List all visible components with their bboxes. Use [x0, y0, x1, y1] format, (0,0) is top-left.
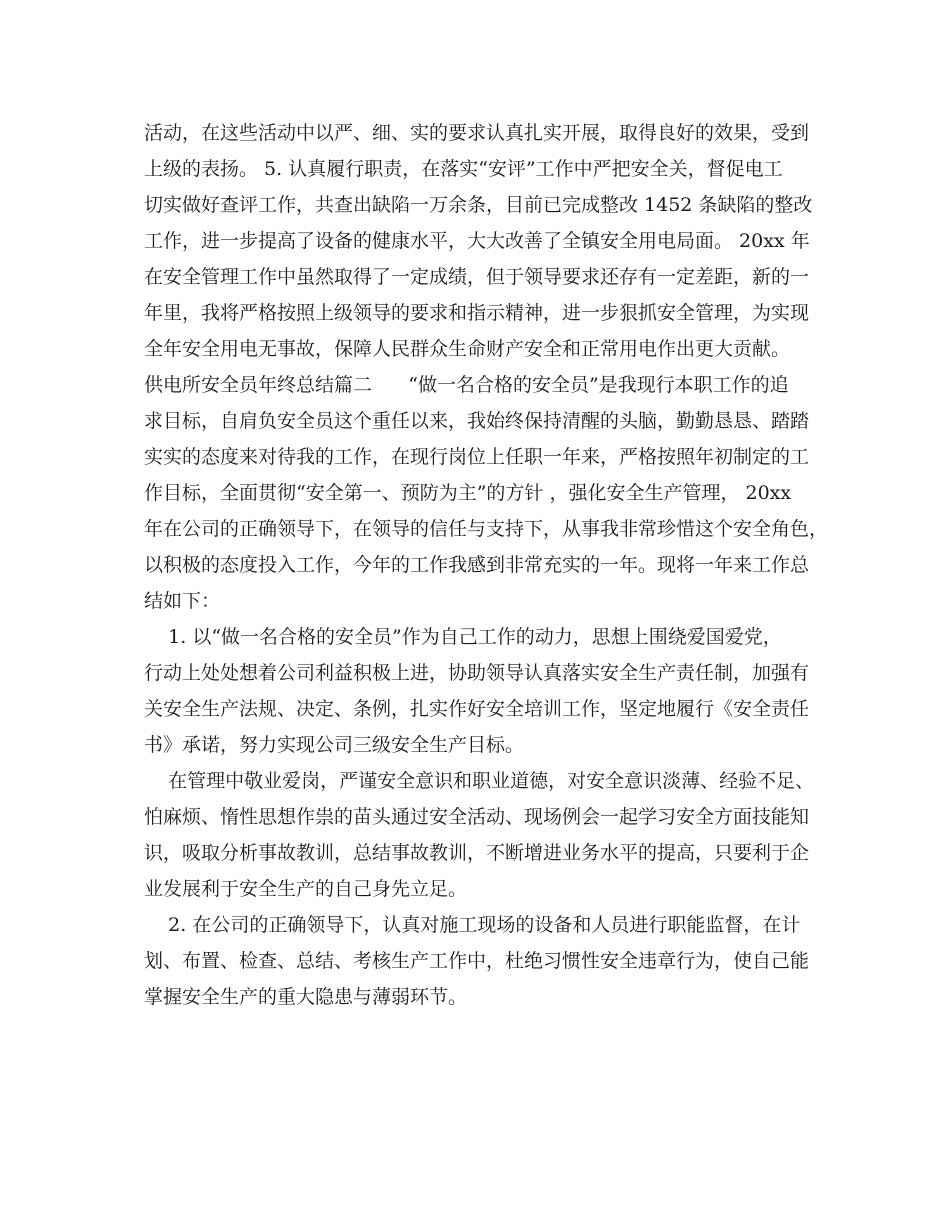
text-line: 关安全生产法规、决定、条例，扎实作好安全培训工作，坚定地履行《安全责任: [144, 698, 810, 720]
text-line: 作目标，全面贯彻“安全第一、预防为主”的方针 ，强化安全生产管理， 20xx: [144, 482, 792, 504]
text-line: 业发展利于安全生产的自己身先立足。: [144, 878, 468, 900]
text-line: 2. 在公司的正确领导下，认真对施工现场的设备和人员进行职能监督，在计: [144, 914, 801, 936]
text-line: 在安全管理工作中虽然取得了一定成绩，但于领导要求还存有一定差距，新的一: [144, 266, 810, 288]
text-line: 行动上处处想着公司利益积极上进，协助领导认真落实安全生产责任制，加强有: [144, 662, 810, 684]
text-line: 年在公司的正确领导下，在领导的信任与支持下，从事我非常珍惜这个安全角色，: [144, 518, 829, 540]
text-line: 怕麻烦、惰性思想作祟的苗头通过安全活动、现场例会一起学习安全方面技能知: [144, 806, 810, 828]
text-line: 划、布置、检查、总结、考核生产工作中，杜绝习惯性安全违章行为，使自己能: [144, 950, 810, 972]
text-line: 上级的表扬。 5. 认真履行职责，在落实“安评”工作中严把安全关，督促电工: [144, 158, 783, 180]
text-line: 掌握安全生产的重大隐患与薄弱环节。: [144, 986, 468, 1008]
text-line: 年里，我将严格按照上级领导的要求和指示精神，进一步狠抓安全管理，为实现: [144, 302, 810, 324]
text-line: 全年安全用电无事故，保障人民群众生命财产安全和正常用电作出更大贡献。: [144, 338, 791, 360]
text-line: 切实做好查评工作，共查出缺陷一万余条，目前已完成整改 1452 条缺陷的整改: [144, 194, 813, 216]
text-line: 实实的态度来对待我的工作，在现行岗位上任职一年来，严格按照年初制定的工: [144, 446, 810, 468]
text-line: 结如下：: [144, 590, 221, 612]
text-line: 以积极的态度投入工作，今年的工作我感到非常充实的一年。现将一年来工作总: [144, 554, 810, 576]
text-line: 书》承诺，努力实现公司三级安全生产目标。: [144, 734, 525, 756]
text-line: 活动，在这些活动中以严、细、实的要求认真扎实开展，取得良好的效果，受到: [144, 122, 810, 144]
section-heading-line: 供电所安全员年终总结篇二 “做一名合格的安全员”是我现行本职工作的追: [144, 374, 789, 396]
text-line: 识，吸取分析事故教训，总结事故教训，不断增进业务水平的提高，只要利于企: [144, 842, 810, 864]
text-line: 在管理中敬业爱岗，严谨安全意识和职业道德，对安全意识淡薄、经验不足、: [144, 770, 815, 792]
text-line: 工作，进一步提高了设备的健康水平，大大改善了全镇安全用电局面。 20xx 年: [144, 230, 810, 252]
text-line: 1. 以“做一名合格的安全员”作为自己工作的动力，思想上围绕爱国爱党，: [144, 626, 782, 648]
text-line: 求目标，自肩负安全员这个重任以来，我始终保持清醒的头脑，勤勤恳恳、踏踏: [144, 410, 810, 432]
